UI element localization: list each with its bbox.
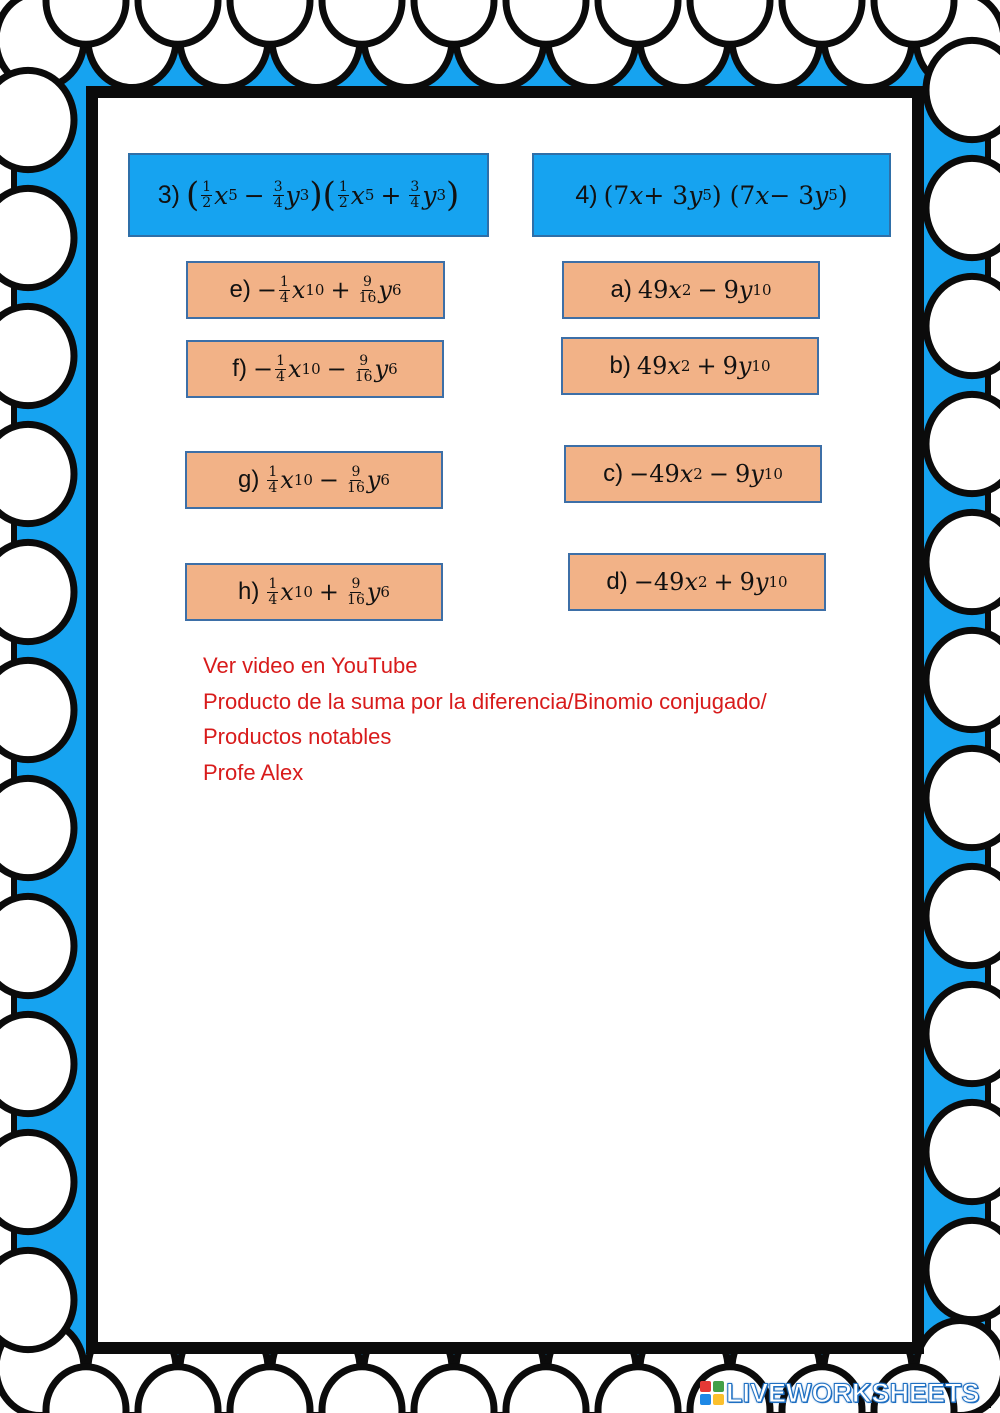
border-circle xyxy=(926,158,1000,257)
border-circle xyxy=(926,394,1000,493)
option-f-tile[interactable]: f) − $\frac{1}{4}$ x 10 − $\frac{9}{16}$ y 6 xyxy=(186,340,444,398)
note-line: Producto de la suma por la diferencia/Binomio conjugado/ xyxy=(203,688,767,714)
border-circle xyxy=(926,630,1000,729)
border-circle xyxy=(0,660,74,759)
question-3-box: 3) ( $\frac{1}{2}$ x 5 − $\frac{3}{4}$ y 3 ) ( $\frac{1}{2}$ x 5 + $\frac{3}{4}$ y 3 ) xyxy=(128,153,489,237)
option-d-tile[interactable]: d) − 49 x 2 + 9 y 10 xyxy=(568,553,826,611)
border-circle xyxy=(0,542,74,641)
brand-text: LIVEWORKSHEETS xyxy=(726,1377,980,1408)
border-circle xyxy=(0,896,74,995)
fraction: $\frac{1}{2}$ xyxy=(202,178,212,211)
question-4-box: 4) (7 x + 3 y 5 ) (7 x − 3 y 5 ) xyxy=(532,153,891,237)
border-circle xyxy=(0,1014,74,1113)
border-circle xyxy=(926,866,1000,965)
question-label: 3) xyxy=(157,180,180,209)
option-g-tile[interactable]: g) $\frac{1}{4}$ x 10 − $\frac{9}{16}$ y 6 xyxy=(185,451,443,509)
border-circle xyxy=(926,276,1000,375)
note-line: Profe Alex xyxy=(203,759,304,785)
fraction: $\frac{1}{2}$ xyxy=(338,178,348,211)
border-circle xyxy=(926,1220,1000,1319)
border-circle xyxy=(0,306,74,405)
border-circle xyxy=(0,1132,74,1231)
option-h-tile[interactable]: h) $\frac{1}{4}$ x 10 + $\frac{9}{16}$ y 6 xyxy=(185,563,443,621)
option-e-tile[interactable]: e) − $\frac{1}{4}$ x 10 + $\frac{9}{16}$ y 6 xyxy=(186,261,445,319)
border-circle xyxy=(0,188,74,287)
question-label: 4) xyxy=(575,180,598,209)
border-circle xyxy=(0,778,74,877)
option-c-tile[interactable]: c) − 49 x 2 − 9 y 10 xyxy=(564,445,822,503)
border-circle xyxy=(926,1102,1000,1201)
notes-block xyxy=(203,648,767,790)
border-circle xyxy=(926,984,1000,1083)
fraction: $\frac{3}{4}$ xyxy=(410,178,420,211)
fraction: $\frac{3}{4}$ xyxy=(273,178,283,211)
border-circle xyxy=(0,1250,74,1349)
border-circle xyxy=(926,40,1000,139)
border-circle xyxy=(926,512,1000,611)
border-circle xyxy=(926,748,1000,847)
note-line: Productos notables xyxy=(203,724,392,749)
note-line: Ver video en YouTube xyxy=(203,653,418,678)
border-circle xyxy=(0,424,74,523)
option-a-tile[interactable]: a) 49 x 2 − 9 y 10 xyxy=(562,261,820,319)
liveworksheets-logo-icon xyxy=(698,1379,726,1407)
liveworksheets-logo xyxy=(698,1378,980,1408)
option-b-tile[interactable]: b) 49 x 2 + 9 y 10 xyxy=(561,337,819,395)
border-circle xyxy=(0,70,74,169)
